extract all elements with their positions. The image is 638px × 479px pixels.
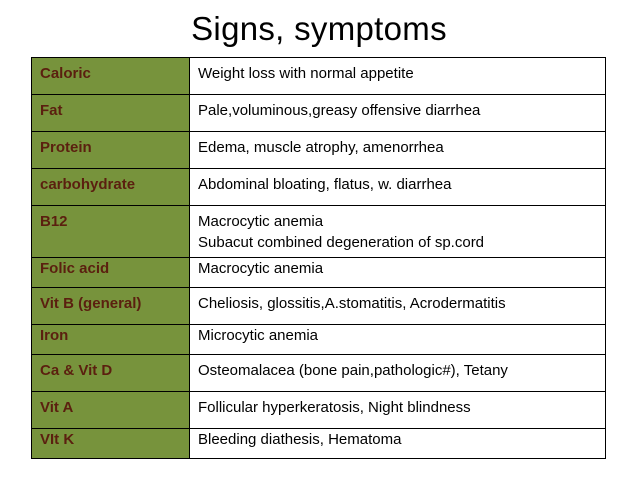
value-line: Osteomalacea (bone pain,pathologic#), Tetany bbox=[198, 362, 508, 379]
row-key-protein: Protein bbox=[32, 132, 190, 169]
row-value-vit-k bbox=[190, 429, 606, 459]
row-key-vit-b-general: Vit B (general) bbox=[32, 288, 190, 325]
row-value-vit-a bbox=[190, 392, 606, 429]
value-line: Cheliosis, glossitis,A.stomatitis, Acrodermatitis bbox=[198, 295, 506, 312]
row-key-vit-a: Vit A bbox=[32, 392, 190, 429]
row-value-fat bbox=[190, 95, 606, 132]
table-row bbox=[32, 258, 606, 288]
table-row bbox=[32, 132, 606, 169]
table-row bbox=[32, 288, 606, 325]
row-value-iron bbox=[190, 325, 606, 355]
table-row bbox=[32, 429, 606, 459]
table-row bbox=[32, 169, 606, 206]
value-line: Weight loss with normal appetite bbox=[198, 65, 414, 82]
row-key-fat: Fat bbox=[32, 95, 190, 132]
row-key-carbohydrate: carbohydrate bbox=[32, 169, 190, 206]
row-value-b12 bbox=[190, 206, 606, 258]
value-line: Follicular hyperkeratosis, Night blindness bbox=[198, 399, 471, 416]
row-value-ca-vit-d bbox=[190, 355, 606, 392]
table-row bbox=[32, 58, 606, 95]
table-row bbox=[32, 95, 606, 132]
signs-symptoms-table bbox=[31, 57, 606, 459]
row-key-iron: Iron bbox=[32, 325, 190, 355]
value-line: Bleeding diathesis, Hematoma bbox=[198, 431, 402, 448]
row-value-caloric bbox=[190, 58, 606, 95]
value-line: Macrocytic anemia bbox=[198, 213, 324, 230]
row-key-caloric: Caloric bbox=[32, 58, 190, 95]
row-key-folic-acid: Folic acid bbox=[32, 258, 190, 288]
value-line: Subacut combined degeneration of sp.cord bbox=[198, 234, 485, 251]
row-value-vit-b-general bbox=[190, 288, 606, 325]
table-row bbox=[32, 325, 606, 355]
row-key-vit-k: VIt K bbox=[32, 429, 190, 459]
table-row bbox=[32, 355, 606, 392]
row-key-b12: B12 bbox=[32, 206, 190, 258]
table-row bbox=[32, 392, 606, 429]
row-key-ca-vit-d: Ca & Vit D bbox=[32, 355, 190, 392]
value-line: Microcytic anemia bbox=[198, 327, 319, 344]
value-line: Abdominal bloating, flatus, w. diarrhea bbox=[198, 176, 452, 193]
value-line: Edema, muscle atrophy, amenorrhea bbox=[198, 139, 444, 156]
row-value-protein bbox=[190, 132, 606, 169]
value-line: Macrocytic anemia bbox=[198, 260, 324, 277]
row-value-folic-acid bbox=[190, 258, 606, 288]
row-value-carbohydrate bbox=[190, 169, 606, 206]
value-line: Pale,voluminous,greasy offensive diarrhea bbox=[198, 102, 481, 119]
table-row bbox=[32, 206, 606, 258]
slide-title: Signs, symptoms bbox=[191, 10, 447, 47]
